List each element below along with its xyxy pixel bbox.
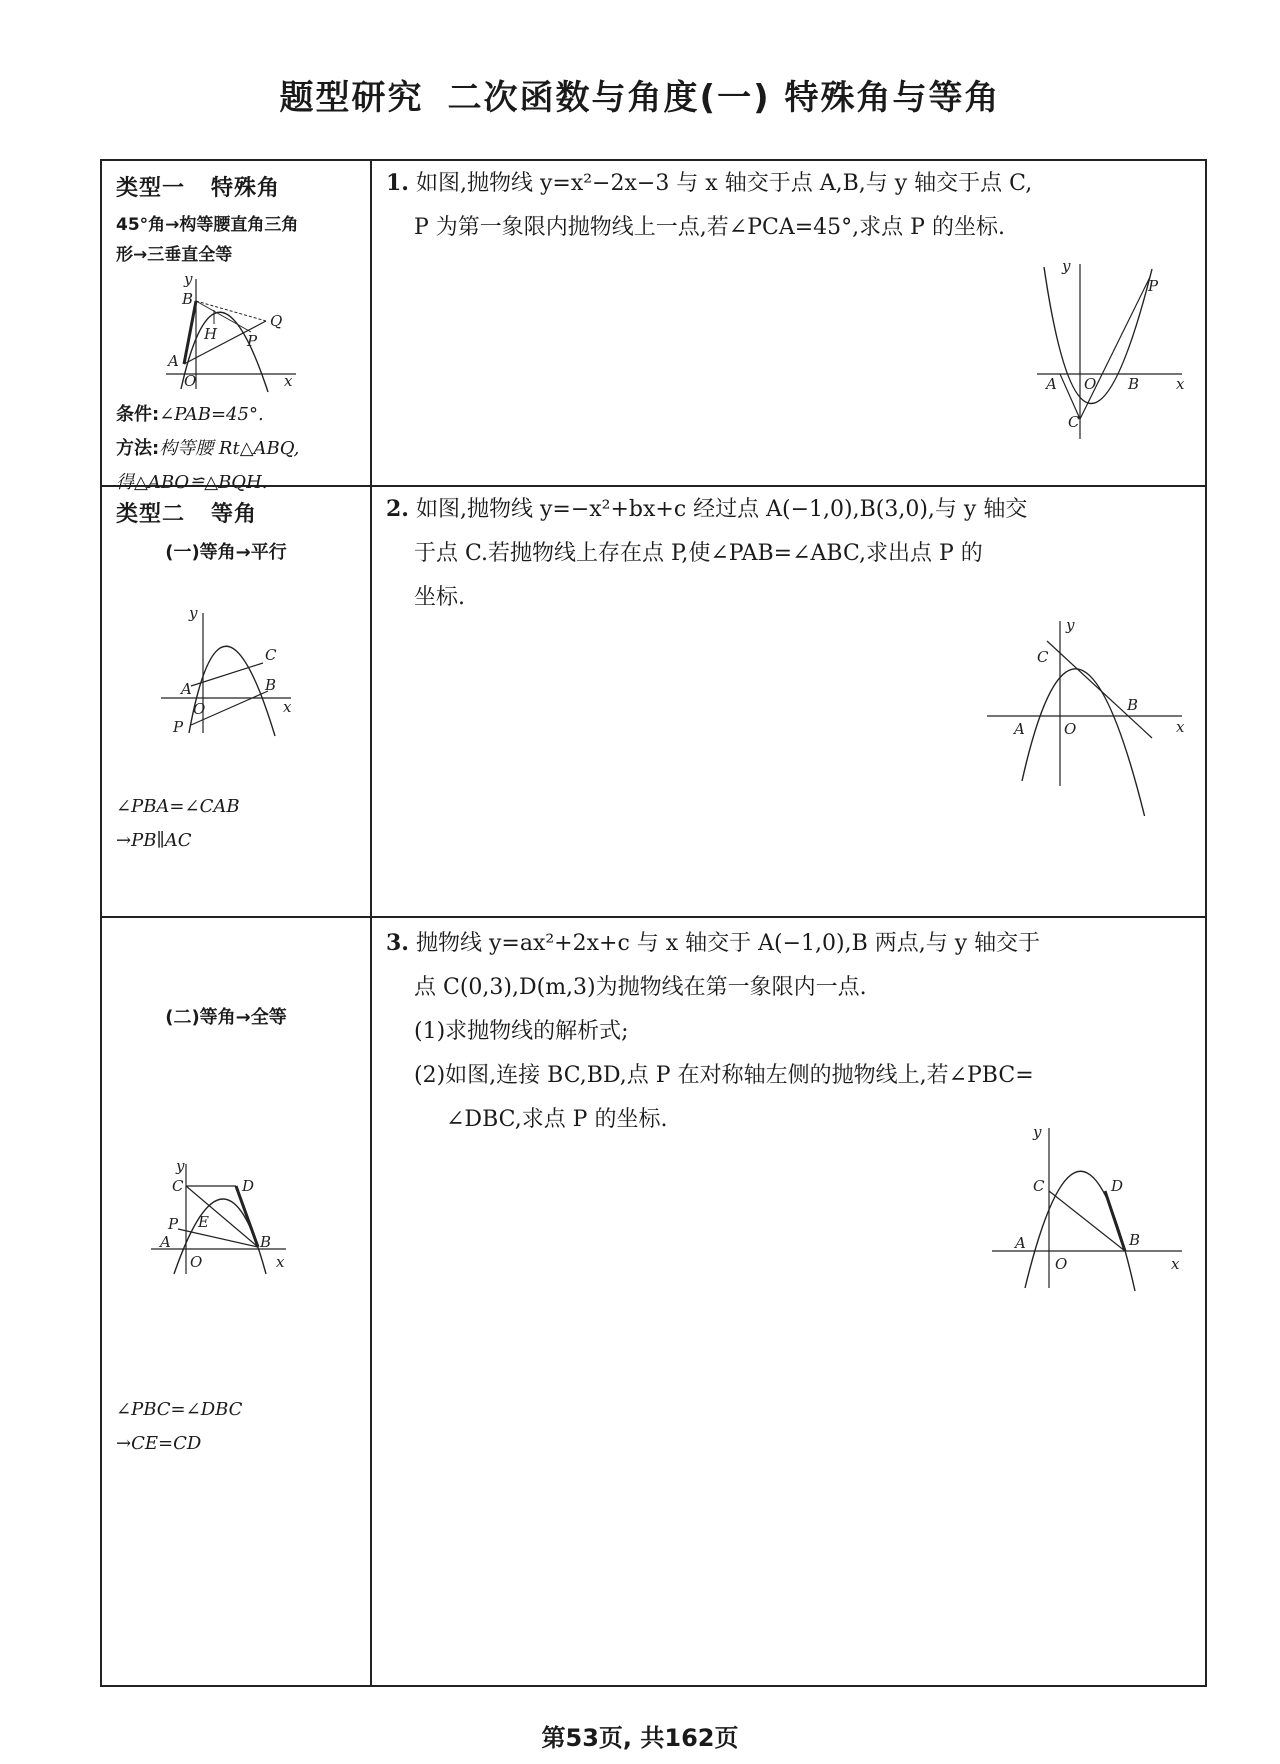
fig-label: C xyxy=(265,646,277,664)
fig-label: P xyxy=(168,1215,179,1233)
fig-label: H xyxy=(204,325,218,343)
fig-label: D xyxy=(242,1177,255,1195)
content-table xyxy=(100,159,1207,1687)
fig-label: y xyxy=(184,274,193,288)
fig-label: A xyxy=(1014,720,1025,738)
type1-method-line1: 45°角→构等腰直角三角 xyxy=(116,215,299,235)
type2-subtitle-1: (一)等角→平行 xyxy=(165,542,287,563)
fig-label: B xyxy=(1128,375,1140,393)
question1-line1: 1. 如图,抛物线 y=x²−2x−3 与 x 轴交于点 A,B,与 y 轴交于点 C, xyxy=(386,170,1033,196)
type1-condition: 条件:∠PAB=45°. xyxy=(116,404,264,425)
fig-label: O xyxy=(190,1253,203,1271)
type2-angle-relation: ∠PBA=∠CAB xyxy=(116,796,240,817)
fig-label: B xyxy=(260,1233,272,1251)
type1-method-line2: 形→三垂直全等 xyxy=(116,245,233,265)
fig-label: A xyxy=(181,680,192,698)
fig-label: A xyxy=(160,1233,171,1251)
fig-label: B xyxy=(1129,1231,1141,1249)
row-divider xyxy=(102,916,1205,918)
type1-cell xyxy=(116,171,356,500)
column-divider xyxy=(370,161,372,1685)
fig-label: x xyxy=(284,372,293,390)
question2-line2: 于点 C.若抛物线上存在点 P,使∠PAB=∠ABC,求出点 P 的 xyxy=(414,541,983,566)
figure-question1 xyxy=(1032,259,1192,444)
question3-line2: 点 C(0,3),D(m,3)为抛物线在第一象限内一点. xyxy=(414,975,867,1000)
figure-question2 xyxy=(982,616,1192,816)
fig-label: O xyxy=(184,372,197,390)
fig-label: x xyxy=(1171,1255,1180,1273)
type2-subtitle-2: (二)等角→全等 xyxy=(165,1007,287,1028)
fig-label: y xyxy=(1066,616,1075,634)
fig-label: C xyxy=(1033,1177,1045,1195)
question3-part2-line2: ∠DBC,求点 P 的坐标. xyxy=(446,1107,668,1132)
fig-label: C xyxy=(172,1177,184,1195)
fig-label: O xyxy=(1055,1255,1068,1273)
fig-label: P xyxy=(1148,277,1159,295)
question2-line3: 坐标. xyxy=(414,585,465,610)
type2-cell xyxy=(116,497,356,858)
fig-label: B xyxy=(265,676,277,694)
fig-label: B xyxy=(1127,696,1139,714)
fig-label: P xyxy=(173,718,184,736)
type2-implies: →PB∥AC xyxy=(116,830,192,851)
page-number: 第53页, 共162页 xyxy=(541,1724,739,1752)
question3 xyxy=(386,921,1194,1142)
type2b-cell xyxy=(116,1003,356,1461)
figure-type2-1 xyxy=(151,608,301,738)
question1 xyxy=(386,161,1194,250)
fig-label: O xyxy=(1084,375,1097,393)
fig-label: B xyxy=(182,290,194,308)
fig-label: y xyxy=(1062,259,1071,275)
question2 xyxy=(386,487,1194,620)
fig-label: C xyxy=(1037,648,1049,666)
fig-label: y xyxy=(189,608,198,622)
fig-label: P xyxy=(247,332,258,350)
fig-label: A xyxy=(1046,375,1057,393)
question3-part2-line1: (2)如图,连接 BC,BD,点 P 在对称轴左侧的抛物线上,若∠PBC= xyxy=(414,1063,1034,1088)
question3-line1: 3. 抛物线 y=ax²+2x+c 与 x 轴交于 A(−1,0),B 两点,与 y 轴交于 xyxy=(386,930,1041,956)
fig-label: x xyxy=(283,698,292,716)
type1-title: 类型一 特殊角 xyxy=(116,176,281,201)
type1-result: 得△ABO≌△BQH. xyxy=(116,472,268,493)
fig-label: Q xyxy=(270,312,283,330)
fig-label: A xyxy=(168,352,179,370)
fig-label: y xyxy=(176,1159,185,1175)
fig-label: O xyxy=(193,700,206,718)
fig-label: C xyxy=(1068,413,1080,431)
type2-title: 类型二 等角 xyxy=(116,502,258,527)
fig-label: x xyxy=(1176,718,1185,736)
fig-label: E xyxy=(198,1213,209,1231)
question2-line1: 2. 如图,抛物线 y=−x²+bx+c 经过点 A(−1,0),B(3,0),与 y 轴交 xyxy=(386,496,1028,522)
fig-label: x xyxy=(1176,375,1185,393)
type2b-implies: →CE=CD xyxy=(116,1433,202,1454)
question1-line2: P 为第一象限内抛物线上一点,若∠PCA=45°,求点 P 的坐标. xyxy=(414,215,1005,240)
fig-label: x xyxy=(276,1253,285,1271)
type2b-angle-relation: ∠PBC=∠DBC xyxy=(116,1399,243,1420)
fig-label: A xyxy=(1015,1234,1026,1252)
figure-type2-2 xyxy=(146,1159,296,1279)
type1-method: 方法:构等腰 Rt△ABQ, xyxy=(116,438,300,459)
question3-part1: (1)求抛物线的解析式; xyxy=(414,1019,629,1044)
fig-label: y xyxy=(1033,1123,1042,1141)
fig-label: O xyxy=(1064,720,1077,738)
figure-type1 xyxy=(156,274,306,394)
figure-question3 xyxy=(987,1123,1187,1298)
page-title: 题型研究 二次函数与角度(一) 特殊角与等角 xyxy=(279,78,1001,118)
fig-label: D xyxy=(1111,1177,1124,1195)
